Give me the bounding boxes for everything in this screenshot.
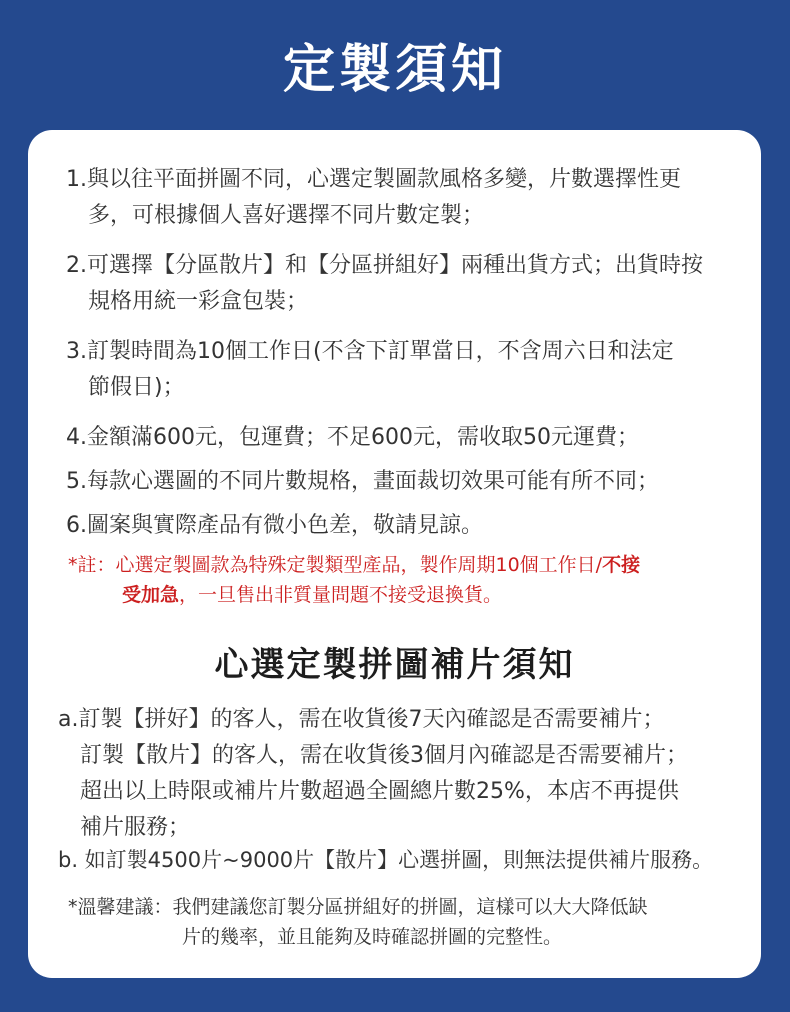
notice-item-5-line-1: 5.每款心選圖的不同片數規格，畫面裁切效果可能有所不同；	[66, 469, 659, 494]
notice-item-3-line-2: 節假日)；	[88, 375, 185, 400]
supplement-item-b	[58, 842, 713, 878]
notice-item-6-line-1: 6.圖案與實際產品有微小色差，敬請見諒。	[66, 513, 483, 538]
special-order-note-text-2: ，一旦售出非質量問題不接受退換貨。	[179, 584, 503, 606]
special-order-note-text-1: *註：心選定製圖款為特殊定製類型產品，製作周期10個工作日/	[68, 554, 603, 576]
supplement-item-a-line-2: 訂製【散片】的客人，需在收貨後3個月內確認是否需要補片；	[80, 743, 688, 768]
supplement-item-b-line-1: b. 如訂製4500片~9000片【散片】心選拼圖，則無法提供補片服務。	[58, 848, 714, 872]
special-order-note-bold-2: 受加急	[122, 584, 180, 606]
notice-item-4-line-1: 4.金額滿600元，包運費；不足600元，需收取50元運費；	[66, 425, 639, 450]
notice-item-1	[66, 162, 681, 234]
notice-item-2	[66, 248, 703, 320]
supplement-item-a-line-3: 超出以上時限或補片片數超過全圖總片數25%，本店不再提供	[80, 779, 679, 804]
notice-item-2-line-1: 2.可選擇【分區散片】和【分區拼組好】兩種出貨方式；出貨時按	[66, 253, 703, 278]
warm-advice	[68, 892, 648, 952]
supplement-item-a	[58, 702, 688, 846]
special-order-note	[68, 550, 640, 610]
special-order-note-line-1	[68, 550, 640, 580]
notice-item-4	[66, 420, 639, 456]
warm-advice-line-2: 片的幾率，並且能夠及時確認拼圖的完整性。	[182, 926, 563, 948]
notice-item-3	[66, 334, 674, 406]
warm-advice-line-1: *溫馨建議：我們建議您訂製分區拼組好的拼圖，這樣可以大大降低缺	[68, 896, 648, 918]
page-title: 定製須知	[282, 40, 507, 100]
notice-item-1-line-1: 1.與以往平面拼圖不同，心選定製圖款風格多變，片數選擇性更	[66, 167, 681, 192]
section-subtitle: 心選定製拼圖補片須知	[214, 645, 575, 685]
supplement-item-a-line-4: 補片服務；	[80, 815, 191, 840]
notice-item-1-line-2: 多，可根據個人喜好選擇不同片數定製；	[88, 203, 485, 228]
notice-card	[28, 130, 761, 978]
notice-item-5	[66, 464, 659, 500]
supplement-item-a-line-1: a.訂製【拼好】的客人，需在收貨後7天內確認是否需要補片；	[58, 707, 665, 732]
special-order-note-bold-1: 不接	[602, 554, 641, 576]
special-order-note-line-2	[68, 580, 640, 610]
notice-item-2-line-2: 規格用統一彩盒包裝；	[88, 289, 309, 314]
notice-item-6	[66, 508, 483, 544]
notice-item-3-line-1: 3.訂製時間為10個工作日(不含下訂單當日，不含周六日和法定	[66, 339, 674, 364]
